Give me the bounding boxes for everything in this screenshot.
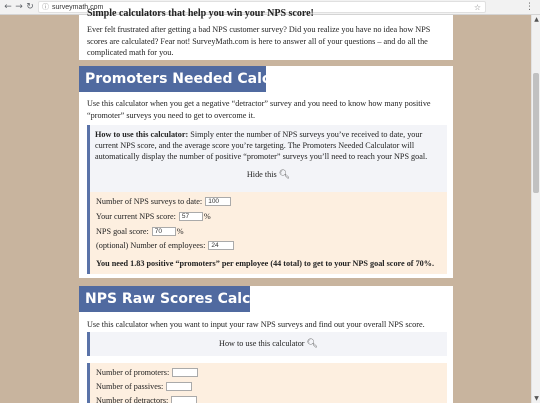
howto-body: Simply enter the number of NPS surveys you’ve received to date, your current NPS score, and the average score you’re targeting. The Promoters Needed Calculator will automatically display the number of positive “promoter” surveys you’ll need to reach your NPS goal. xyxy=(95,130,428,161)
howto-text xyxy=(95,129,443,162)
info-icon[interactable]: ⓘ xyxy=(42,3,49,11)
goal-score-input[interactable]: 70 xyxy=(152,227,176,236)
raw-scores-form xyxy=(87,363,447,403)
current-score-input[interactable]: 57 xyxy=(179,212,203,221)
percent-sign: % xyxy=(176,227,184,236)
detractors-input[interactable] xyxy=(171,396,197,403)
promoters-howto-box xyxy=(87,125,447,192)
surveys-label: Number of NPS surveys to date: xyxy=(96,197,203,206)
promoters-label: Number of promoters: xyxy=(96,368,170,377)
promoters-description: Use this calculator when you get a negative “detractor” survey and you need to know how many positive “promoter” surveys you need to get to overcome it. xyxy=(87,99,431,120)
promoters-form xyxy=(87,192,447,274)
promoters-calculator-title: Promoters Needed Calculator xyxy=(79,66,266,92)
hide-label[interactable]: Hide this xyxy=(246,170,277,179)
surveys-input[interactable]: 100 xyxy=(205,197,231,206)
passives-label: Number of passives: xyxy=(96,382,164,391)
promoters-row xyxy=(96,368,198,377)
promoters-calculator-card xyxy=(79,66,453,278)
hide-howto-link[interactable] xyxy=(90,170,447,180)
employees-label: (optional) Number of employees: xyxy=(96,241,206,250)
current-score-label: Your current NPS score: xyxy=(96,212,176,221)
detractors-row xyxy=(96,396,197,403)
raw-howto-box xyxy=(87,332,447,356)
passives-row xyxy=(96,382,192,391)
show-howto-link[interactable] xyxy=(90,339,447,349)
surveys-row xyxy=(96,197,231,206)
menu-icon[interactable]: ⋮ xyxy=(525,2,534,12)
scrollbar[interactable] xyxy=(531,15,540,403)
scroll-down-icon[interactable]: ▼ xyxy=(534,395,539,402)
promoters-input[interactable] xyxy=(172,368,198,377)
scroll-thumb[interactable] xyxy=(533,73,539,193)
goal-score-label: NPS goal score: xyxy=(96,227,149,236)
intro-card xyxy=(79,8,453,60)
employees-row xyxy=(96,241,234,250)
employees-input[interactable]: 24 xyxy=(208,241,234,250)
howto-label: How to use this calculator: xyxy=(95,130,189,139)
url-text[interactable]: surveymath.com xyxy=(52,4,104,11)
percent-sign: % xyxy=(203,212,211,221)
raw-scores-calculator-card xyxy=(79,286,453,403)
intro-text: Ever felt frustrated after getting a bad NPS customer survey? Did you realize you have no idea how NPS scores are calculated? Fear not! SurveyMath.com is here to answer all of your questions – and do all the complicated math for you. xyxy=(87,25,431,57)
intro-title: Simple calculators that help you win your NPS score! xyxy=(87,8,314,19)
goal-score-row xyxy=(96,227,184,236)
magnifier-icon[interactable]: 🔍︎ xyxy=(306,339,318,349)
star-icon[interactable]: ☆ xyxy=(473,3,481,12)
passives-input[interactable] xyxy=(166,382,192,391)
forward-icon[interactable]: → xyxy=(15,2,23,12)
howto-toggle-label[interactable]: How to use this calculator xyxy=(219,339,305,348)
detractors-label: Number of detractors: xyxy=(96,396,169,403)
back-icon[interactable]: ← xyxy=(4,2,12,12)
magnifier-icon[interactable]: 🔍︎ xyxy=(278,170,291,180)
raw-description: Use this calculator when you want to input your raw NPS surveys and find out your overall NPS score. xyxy=(87,320,425,329)
raw-scores-calculator-title: NPS Raw Scores Calculator xyxy=(79,286,250,312)
current-score-row xyxy=(96,212,211,221)
scroll-up-icon[interactable]: ▲ xyxy=(534,16,539,23)
result-text: You need 1.83 positive “promoters” per employee (44 total) to get to your NPS goal score of 70%. xyxy=(96,259,434,268)
reload-icon[interactable]: ↻ xyxy=(26,2,34,12)
